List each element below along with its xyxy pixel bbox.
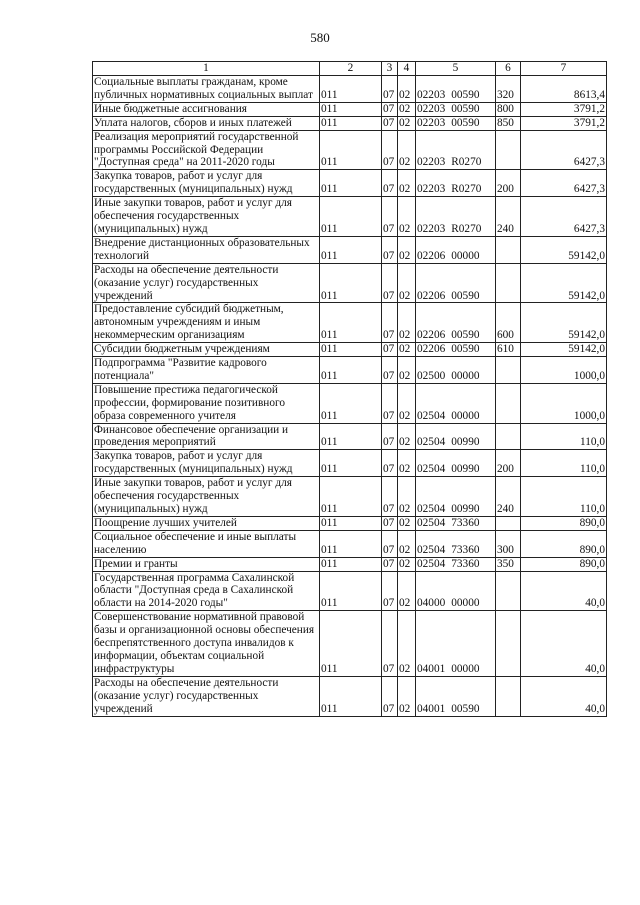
cell-expense-type: [496, 357, 521, 384]
cell-article: 00000: [451, 662, 480, 675]
cell-amount: 59142,0: [521, 263, 607, 303]
table-row: [93, 170, 607, 197]
cell-expense-type: [496, 676, 521, 716]
table-row: [93, 102, 607, 116]
row-name: Иные бюджетные ассигнования: [93, 102, 320, 116]
cell-ministry: 011: [320, 530, 382, 557]
cell-program: 02203: [417, 156, 446, 169]
cell-amount: 3791,2: [521, 116, 607, 130]
cell-subsection: 02: [398, 236, 416, 263]
cell-program: 02504: [417, 463, 446, 476]
column-header: 7: [521, 62, 607, 76]
cell-article: 73360: [451, 516, 480, 529]
cell-subsection: 02: [398, 130, 416, 170]
cell-section: 07: [382, 530, 398, 557]
row-name: Совершенствование нормативной правовой базы и организационной основы обеспечения беспрепятственного доступа инвалидов к информации, объектам социальной инфраструктуры: [93, 611, 320, 677]
cell-section: 07: [382, 557, 398, 571]
cell-article: 00590: [451, 289, 480, 302]
column-header: 1: [93, 62, 320, 76]
table-row: [93, 357, 607, 384]
cell-subsection: 02: [398, 571, 416, 611]
cell-article: 00000: [451, 369, 480, 382]
cell-ministry: 011: [320, 116, 382, 130]
cell-expense-type: [496, 423, 521, 450]
cell-ministry: 011: [320, 263, 382, 303]
cell-section: 07: [382, 423, 398, 450]
cell-article: 00590: [451, 88, 480, 101]
cell-subsection: 02: [398, 116, 416, 130]
cell-ministry: 011: [320, 303, 382, 343]
cell-expense-type: 320: [496, 76, 521, 103]
table-row: [93, 197, 607, 237]
cell-section: 07: [382, 611, 398, 677]
table-row: [93, 611, 607, 677]
cell-program: 02203: [417, 88, 446, 101]
cell-subsection: 02: [398, 676, 416, 716]
cell-section: 07: [382, 236, 398, 263]
cell-section: 07: [382, 571, 398, 611]
table-row: [93, 343, 607, 357]
row-name: Подпрограмма "Развитие кадрового потенциала": [93, 357, 320, 384]
cell-subsection: 02: [398, 383, 416, 423]
cell-section: 07: [382, 357, 398, 384]
cell-subsection: 02: [398, 102, 416, 116]
cell-ministry: 011: [320, 477, 382, 517]
cell-ministry: 011: [320, 571, 382, 611]
cell-target-article: [416, 130, 496, 170]
cell-expense-type: 200: [496, 170, 521, 197]
table-row: [93, 516, 607, 530]
cell-article: R0270: [451, 156, 482, 169]
column-header: 5: [416, 62, 496, 76]
row-name: Закупка товаров, работ и услуг для государственных (муниципальных) нужд: [93, 170, 320, 197]
cell-section: 07: [382, 263, 398, 303]
cell-subsection: 02: [398, 530, 416, 557]
cell-expense-type: 600: [496, 303, 521, 343]
cell-amount: 110,0: [521, 450, 607, 477]
table-row: [93, 477, 607, 517]
cell-expense-type: [496, 611, 521, 677]
cell-expense-type: 610: [496, 343, 521, 357]
row-name: Расходы на обеспечение деятельности (оказание услуг) государственных учреждений: [93, 263, 320, 303]
cell-target-article: [416, 611, 496, 677]
table-row: [93, 130, 607, 170]
cell-subsection: 02: [398, 611, 416, 677]
table-row: [93, 676, 607, 716]
cell-target-article: [416, 116, 496, 130]
table-row: [93, 571, 607, 611]
cell-program: 04001: [417, 702, 446, 715]
cell-program: 02504: [417, 516, 446, 529]
cell-subsection: 02: [398, 303, 416, 343]
cell-article: 73360: [451, 557, 480, 570]
cell-expense-type: [496, 383, 521, 423]
cell-program: 02500: [417, 369, 446, 382]
cell-article: 00590: [451, 102, 480, 115]
cell-subsection: 02: [398, 516, 416, 530]
cell-target-article: [416, 236, 496, 263]
cell-target-article: [416, 357, 496, 384]
cell-target-article: [416, 530, 496, 557]
row-name: Уплата налогов, сборов и иных платежей: [93, 116, 320, 130]
cell-ministry: 011: [320, 611, 382, 677]
cell-subsection: 02: [398, 263, 416, 303]
cell-section: 07: [382, 477, 398, 517]
cell-amount: 890,0: [521, 530, 607, 557]
table-row: [93, 530, 607, 557]
row-name: Иные закупки товаров, работ и услуг для обеспечения государственных (муниципальных) нужд: [93, 197, 320, 237]
cell-target-article: [416, 263, 496, 303]
cell-section: 07: [382, 303, 398, 343]
cell-amount: 40,0: [521, 611, 607, 677]
row-name: Поощрение лучших учителей: [93, 516, 320, 530]
cell-amount: 1000,0: [521, 383, 607, 423]
cell-subsection: 02: [398, 197, 416, 237]
cell-program: 02504: [417, 557, 446, 570]
cell-section: 07: [382, 102, 398, 116]
table-row: [93, 557, 607, 571]
cell-amount: 59142,0: [521, 303, 607, 343]
table-header-row: [93, 62, 607, 76]
page-number: 580: [310, 30, 330, 45]
cell-program: 02203: [417, 183, 446, 196]
cell-expense-type: 200: [496, 450, 521, 477]
cell-expense-type: [496, 236, 521, 263]
row-name: Предоставление субсидий бюджетным, автономным учреждениям и иным некоммерческим организациям: [93, 303, 320, 343]
cell-amount: 59142,0: [521, 236, 607, 263]
cell-program: 02206: [417, 249, 446, 262]
cell-ministry: 011: [320, 676, 382, 716]
cell-ministry: 011: [320, 383, 382, 423]
cell-article: 00990: [451, 463, 480, 476]
row-name: Социальные выплаты гражданам, кроме публичных нормативных социальных выплат: [93, 76, 320, 103]
cell-target-article: [416, 197, 496, 237]
cell-target-article: [416, 450, 496, 477]
cell-amount: 110,0: [521, 423, 607, 450]
cell-program: 02203: [417, 116, 446, 129]
cell-expense-type: 240: [496, 197, 521, 237]
cell-program: 02203: [417, 222, 446, 235]
cell-program: 02206: [417, 329, 446, 342]
table-row: [93, 116, 607, 130]
cell-amount: 6427,3: [521, 170, 607, 197]
table-row: [93, 450, 607, 477]
budget-table: [92, 61, 607, 717]
column-header: 6: [496, 62, 521, 76]
cell-program: 02206: [417, 289, 446, 302]
cell-ministry: 011: [320, 516, 382, 530]
table-body: [93, 76, 607, 717]
cell-target-article: [416, 303, 496, 343]
cell-target-article: [416, 557, 496, 571]
cell-amount: 1000,0: [521, 357, 607, 384]
cell-ministry: 011: [320, 170, 382, 197]
cell-subsection: 02: [398, 450, 416, 477]
cell-section: 07: [382, 450, 398, 477]
cell-program: 02203: [417, 102, 446, 115]
cell-ministry: 011: [320, 102, 382, 116]
cell-subsection: 02: [398, 477, 416, 517]
cell-ministry: 011: [320, 197, 382, 237]
cell-article: 00000: [451, 409, 480, 422]
cell-program: 02504: [417, 503, 446, 515]
cell-expense-type: 800: [496, 102, 521, 116]
cell-ministry: 011: [320, 236, 382, 263]
row-name: Реализация мероприятий государственной программы Российской Федерации "Доступная среда" на 2011-2020 годы: [93, 130, 320, 170]
cell-expense-type: 300: [496, 530, 521, 557]
cell-program: 02504: [417, 436, 446, 449]
cell-subsection: 02: [398, 76, 416, 103]
cell-expense-type: 350: [496, 557, 521, 571]
column-header: 3: [382, 62, 398, 76]
cell-expense-type: [496, 516, 521, 530]
cell-amount: 40,0: [521, 571, 607, 611]
column-header: 4: [398, 62, 416, 76]
cell-subsection: 02: [398, 423, 416, 450]
cell-program: 02504: [417, 543, 446, 556]
cell-ministry: 011: [320, 450, 382, 477]
cell-article: 00590: [451, 702, 480, 715]
cell-target-article: [416, 423, 496, 450]
cell-program: 04000: [417, 597, 446, 610]
table-row: [93, 423, 607, 450]
cell-ministry: 011: [320, 357, 382, 384]
row-name: Государственная программа Сахалинской области "Доступная среда в Сахалинской области на 2014-2020 годы": [93, 571, 320, 611]
row-name: Внедрение дистанционных образовательных технологий: [93, 236, 320, 263]
row-name: Расходы на обеспечение деятельности (оказание услуг) государственных учреждений: [93, 676, 320, 716]
cell-target-article: [416, 76, 496, 103]
cell-amount: 6427,3: [521, 197, 607, 237]
cell-target-article: [416, 383, 496, 423]
cell-amount: 40,0: [521, 676, 607, 716]
cell-target-article: [416, 343, 496, 357]
cell-expense-type: [496, 571, 521, 611]
cell-section: 07: [382, 676, 398, 716]
column-header: 2: [320, 62, 382, 76]
cell-amount: 890,0: [521, 516, 607, 530]
cell-article: 00990: [451, 503, 480, 515]
cell-section: 07: [382, 516, 398, 530]
cell-target-article: [416, 516, 496, 530]
cell-program: 02504: [417, 409, 446, 422]
cell-ministry: 011: [320, 130, 382, 170]
cell-amount: 6427,3: [521, 130, 607, 170]
cell-article: R0270: [451, 222, 482, 235]
cell-article: R0270: [451, 183, 482, 196]
cell-amount: 110,0: [521, 477, 607, 517]
cell-target-article: [416, 571, 496, 611]
cell-section: 07: [382, 170, 398, 197]
cell-amount: 890,0: [521, 557, 607, 571]
cell-amount: 8613,4: [521, 76, 607, 103]
cell-section: 07: [382, 130, 398, 170]
cell-section: 07: [382, 76, 398, 103]
cell-section: 07: [382, 383, 398, 423]
cell-article: 00590: [451, 116, 480, 129]
cell-article: 00000: [451, 597, 480, 610]
table-row: [93, 236, 607, 263]
cell-section: 07: [382, 116, 398, 130]
table-row: [93, 76, 607, 103]
cell-amount: 59142,0: [521, 343, 607, 357]
cell-program: 02206: [417, 343, 446, 356]
cell-target-article: [416, 170, 496, 197]
cell-target-article: [416, 676, 496, 716]
cell-expense-type: 850: [496, 116, 521, 130]
cell-program: 04001: [417, 662, 446, 675]
cell-expense-type: [496, 130, 521, 170]
cell-subsection: 02: [398, 170, 416, 197]
row-name: Повышение престижа педагогической профессии, формирование позитивного образа современного учителя: [93, 383, 320, 423]
cell-target-article: [416, 477, 496, 517]
row-name: Премии и гранты: [93, 557, 320, 571]
cell-expense-type: [496, 263, 521, 303]
cell-subsection: 02: [398, 557, 416, 571]
cell-article: 73360: [451, 543, 480, 556]
cell-amount: 3791,2: [521, 102, 607, 116]
row-name: Закупка товаров, работ и услуг для государственных (муниципальных) нужд: [93, 450, 320, 477]
cell-article: 00590: [451, 343, 480, 356]
cell-section: 07: [382, 197, 398, 237]
cell-article: 00990: [451, 436, 480, 449]
cell-ministry: 011: [320, 76, 382, 103]
row-name: Социальное обеспечение и иные выплаты населению: [93, 530, 320, 557]
row-name: Финансовое обеспечение организации и проведения мероприятий: [93, 423, 320, 450]
cell-article: 00590: [451, 329, 480, 342]
cell-ministry: 011: [320, 343, 382, 357]
row-name: Субсидии бюджетным учреждениям: [93, 343, 320, 357]
cell-target-article: [416, 102, 496, 116]
cell-ministry: 011: [320, 557, 382, 571]
cell-section: 07: [382, 343, 398, 357]
cell-ministry: 011: [320, 423, 382, 450]
cell-article: 00000: [451, 249, 480, 262]
cell-subsection: 02: [398, 357, 416, 384]
cell-subsection: 02: [398, 343, 416, 357]
cell-expense-type: 240: [496, 477, 521, 517]
row-name: Иные закупки товаров, работ и услуг для обеспечения государственных (муниципальных) нужд: [93, 477, 320, 517]
table-row: [93, 303, 607, 343]
table-row: [93, 383, 607, 423]
table-row: [93, 263, 607, 303]
